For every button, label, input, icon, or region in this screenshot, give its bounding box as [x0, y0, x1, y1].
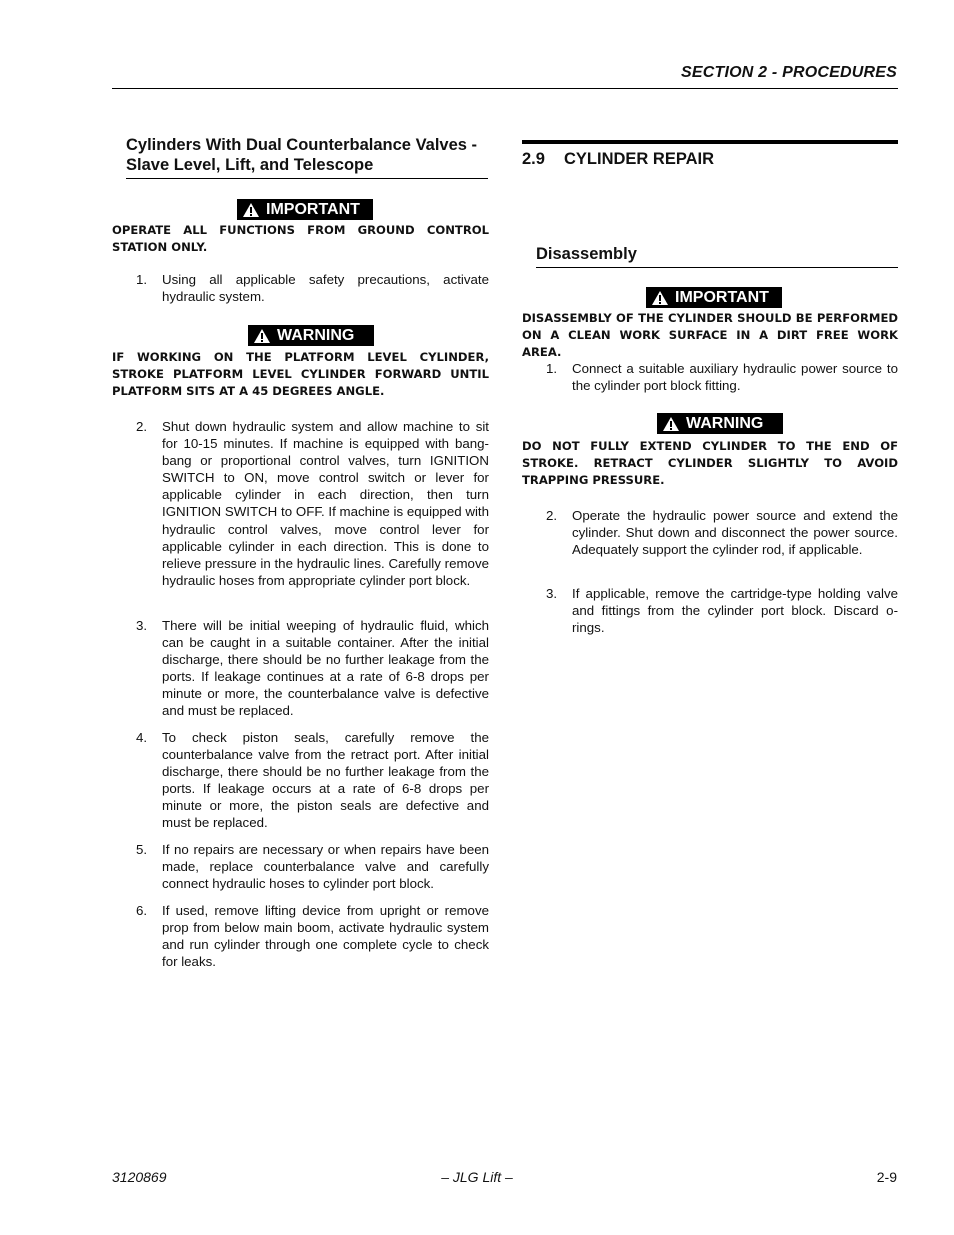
section-heading [522, 140, 898, 169]
footer-page-number: 2-9 [876, 1169, 897, 1185]
list-item [136, 617, 489, 720]
important-badge [646, 287, 782, 308]
section-title: CYLINDER REPAIR [564, 150, 715, 168]
step-number: 1. [136, 272, 148, 287]
important-text: OPERATE ALL FUNCTIONS FROM GROUND CONTROL STATION ONLY. [112, 223, 489, 254]
step-text: Shut down hydraulic system and allow machine to sit for 10-15 minutes. If machine is equipped with bang-bang or proportional control valves, turn IGNITION SWITCH to ON, move control switch or lever for applicable cylinder in each direction, then turn IGNITION SWITCH to OFF. If machine is equipped with hydraulic control valves, move control lever for applicable cylinder in each direction. This is done to relieve pressure in the hydraulic lines. Carefully remove hydraulic hoses from appropriate cylinder port block. [162, 419, 489, 588]
list-item [136, 902, 489, 970]
warning-label: WARNING [686, 415, 764, 432]
list-item [546, 360, 898, 394]
step-text: Operate the hydraulic power source and extend the cylinder. Shut down and disconnect the power source. Adequately support the cylinder rod, if applicable. [572, 508, 898, 558]
step-number: 2. [546, 508, 558, 523]
step-number: 2. [136, 419, 148, 434]
step-text: Connect a suitable auxiliary hydraulic power source to the cylinder port block fitting. [572, 361, 898, 394]
step-number: 5. [136, 842, 148, 857]
warning-text: IF WORKING ON THE PLATFORM LEVEL CYLINDER, STROKE PLATFORM LEVEL CYLINDER FORWARD UNTIL PLATFORM SITS AT A 45 DEGREES ANGLE. [112, 350, 489, 398]
step-number: 1. [546, 361, 558, 376]
step-text: To check piston seals, carefully remove the counterbalance valve from the retract port. After initial discharge, there should be no further leakage from the ports. If leakage occurs at a rate of 6-8 drops per minute or more, the piston seals are defective and must be replaced. [162, 730, 489, 831]
important-badge [237, 199, 373, 220]
step-text: There will be initial weeping of hydraulic fluid, which can be caught in a suitable container. After the initial discharge, there should be no further leakage from the ports. If leakage continues at a rate of 6-8 drops per minute or more, the counterbalance valve is defective and must be replaced. [162, 618, 489, 719]
list-item [136, 841, 489, 892]
footer-doc-number: 3120869 [112, 1169, 167, 1185]
header-rule [112, 88, 898, 89]
important-text: DISASSEMBLY OF THE CYLINDER SHOULD BE PERFORMED ON A CLEAN WORK SURFACE IN A DIRT FREE WORK AREA. [522, 311, 898, 359]
warning-badge [657, 413, 783, 434]
left-heading: Cylinders With Dual Counterbalance Valves - Slave Level, Lift, and Telescope [126, 135, 488, 179]
step-number: 6. [136, 903, 148, 918]
list-item [136, 271, 489, 305]
disassembly-heading: Disassembly [536, 244, 898, 268]
step-number: 3. [546, 586, 558, 601]
alert-triangle-icon [651, 290, 669, 306]
important-label: IMPORTANT [266, 201, 360, 218]
alert-triangle-icon [662, 416, 680, 432]
step-number: 3. [136, 618, 148, 633]
important-label: IMPORTANT [675, 289, 769, 306]
list-item [546, 507, 898, 558]
step-text: If applicable, remove the cartridge-type holding valve and fittings from the cylinder port block. Discard o-rings. [572, 586, 898, 636]
footer-center: – JLG Lift – [441, 1169, 513, 1185]
section-number: 2.9 [522, 150, 545, 168]
warning-label: WARNING [277, 327, 355, 344]
list-item [136, 729, 489, 832]
alert-triangle-icon [253, 328, 271, 344]
step-number: 4. [136, 730, 148, 745]
step-text: Using all applicable safety precautions, activate hydraulic system. [162, 272, 489, 305]
step-text: If used, remove lifting device from upright or remove prop from below main boom, activate hydraulic system and run cylinder through one complete cycle to check for leaks. [162, 903, 489, 970]
list-item [136, 418, 489, 589]
warning-badge [248, 325, 374, 346]
list-item [546, 585, 898, 636]
section-header-title: SECTION 2 - PROCEDURES [681, 64, 897, 81]
warning-text: DO NOT FULLY EXTEND CYLINDER TO THE END OF STROKE. RETRACT CYLINDER SLIGHTLY TO AVOID TRAPPING PRESSURE. [522, 439, 898, 487]
alert-triangle-icon [242, 202, 260, 218]
step-text: If no repairs are necessary or when repairs have been made, replace counterbalance valve and carefully connect hydraulic hoses to cylinder port block. [162, 842, 489, 892]
